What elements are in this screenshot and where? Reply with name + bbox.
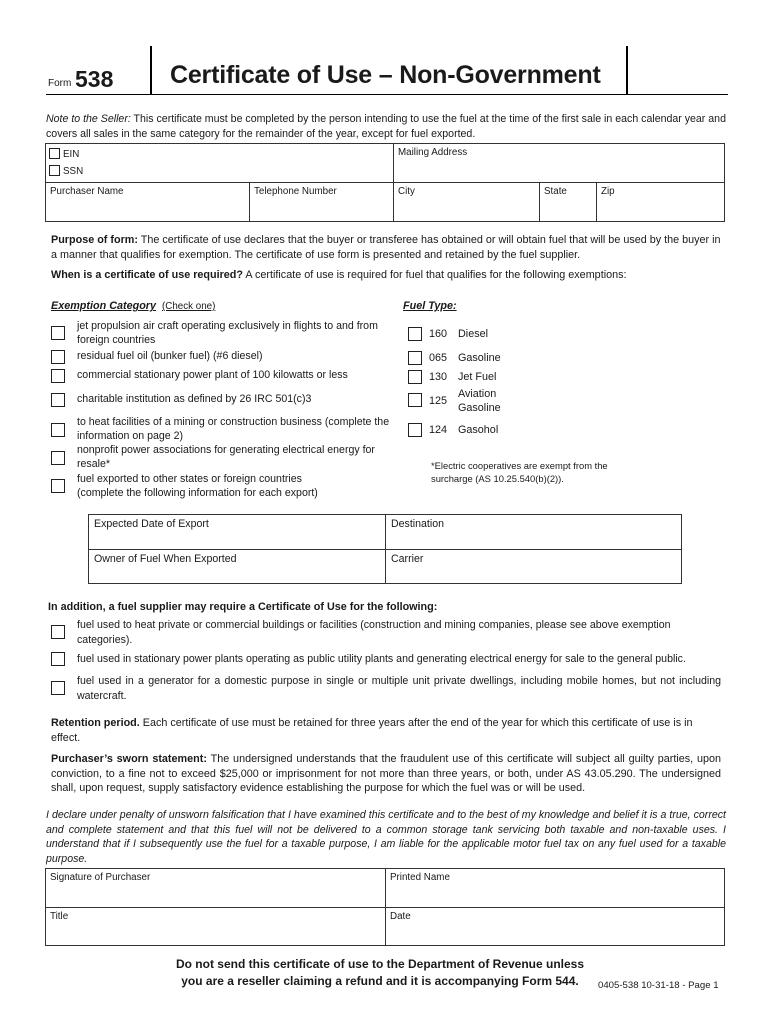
fuel-name-gasohol: Gasohol <box>458 424 499 436</box>
when-paragraph <box>51 268 721 283</box>
title-label: Title <box>50 911 69 922</box>
fuel-checkbox-gasoline[interactable] <box>408 351 422 365</box>
form-number: 538 <box>75 66 114 92</box>
exemption-item-jet: jet propulsion air craft operating exclusively in flights to and from foreign countries <box>77 320 378 346</box>
telephone-label: Telephone Number <box>254 186 337 197</box>
printed-name-field[interactable] <box>386 869 724 908</box>
fuel-checkbox-jet[interactable] <box>408 370 422 384</box>
fuel-code-gasoline: 065 <box>429 352 448 364</box>
footer-notice-line2: you are a reseller claiming a refund and it is accompanying Form 544. <box>181 974 579 988</box>
signature-field[interactable] <box>46 869 386 908</box>
date-label: Date <box>390 911 411 922</box>
fuel-checkbox-diesel[interactable] <box>408 327 422 341</box>
title-field[interactable] <box>46 908 386 945</box>
exemption-checkbox-mining[interactable] <box>51 423 65 437</box>
destination-label: Destination <box>391 518 444 530</box>
exemption-item-power-plant: commercial stationary power plant of 100 kilowatts or less <box>77 369 348 381</box>
purpose-text: The certificate of use declares that the buyer or transferee has obtained or will obtain fuel that will be used by the buyer in a manner that qualifies for exemption. The certificate of use form is presented and retained by the fuel supplier. <box>51 234 721 261</box>
header-divider-left <box>150 46 152 94</box>
destination-field[interactable] <box>386 515 681 550</box>
exemption-heading: Exemption Category (Check one) <box>51 300 216 312</box>
seller-note <box>46 112 726 141</box>
signature-label: Signature of Purchaser <box>50 872 151 883</box>
exemption-checkbox-exported[interactable] <box>51 479 65 493</box>
addition-heading: In addition, a fuel supplier may require a Certificate of Use for the following: <box>48 601 438 613</box>
zip-field[interactable] <box>597 183 724 221</box>
footer-notice-line1: Do not send this certificate of use to the Department of Revenue unless <box>175 957 585 971</box>
seller-note-text: This certificate must be completed by the person intending to use the fuel at the time of the first sale in each calendar year and covers all sales in the same category for the remainder of the year, except for fuel exported. <box>46 113 726 140</box>
fuel-name-aviation: Aviation Gasoline <box>458 388 501 414</box>
sworn-paragraph <box>51 752 721 796</box>
ssn-checkbox[interactable] <box>49 165 60 176</box>
owner-label: Owner of Fuel When Exported <box>94 553 237 565</box>
fuel-type-heading: Fuel Type: <box>403 300 457 312</box>
purchaser-name-label: Purchaser Name <box>50 186 124 197</box>
addition-checkbox-generator[interactable] <box>51 681 65 695</box>
exemption-checkbox-power-plant[interactable] <box>51 369 65 383</box>
when-lead: When is a certificate of use required? <box>51 269 243 281</box>
purchaser-name-field[interactable] <box>46 183 250 221</box>
city-label: City <box>398 186 415 197</box>
seller-note-lead: Note to the Seller: <box>46 113 131 125</box>
export-info-box <box>88 514 682 584</box>
city-field[interactable] <box>394 183 540 221</box>
exemption-checkbox-jet[interactable] <box>51 326 65 340</box>
printed-name-label: Printed Name <box>390 872 450 883</box>
header-divider-right <box>626 46 628 94</box>
exemption-checkbox-nonprofit[interactable] <box>51 451 65 465</box>
page-title: Certificate of Use – Non-Government <box>170 61 601 89</box>
exemption-subheading: (Check one) <box>162 301 216 312</box>
sworn-lead: Purchaser’s sworn statement: <box>51 753 207 765</box>
fuel-code-jet: 130 <box>429 371 448 383</box>
id-type-cell <box>46 144 394 183</box>
declaration-text: I declare under penalty of unsworn falsification that I have examined this certificate and to the best of my knowledge and belief it is a true, correct and complete statement and that this fuel will not be delivered to a common storage tank servicing both taxable and non-taxable uses. I understand that if I subsequently use the fuel for a taxable purpose, I am liable for the applicable motor fuel tax on any fuel used for a taxable purpose. <box>46 809 726 865</box>
when-text: A certificate of use is required for fuel that qualifies for the following exemptions: <box>243 269 627 281</box>
exemption-item-residual: residual fuel oil (bunker fuel) (#6 diesel) <box>77 350 263 362</box>
owner-field[interactable] <box>89 550 386 583</box>
state-field[interactable] <box>540 183 597 221</box>
fuel-code-aviation: 125 <box>429 395 448 407</box>
footer-notice <box>150 956 610 990</box>
mailing-address-label: Mailing Address <box>398 147 468 158</box>
addition-checkbox-heat[interactable] <box>51 625 65 639</box>
signature-box <box>45 868 725 946</box>
addition-item-generator: fuel used in a generator for a domestic purpose in single or multiple unit private dwellings, including mobile homes, but not including watercraft. <box>77 675 721 702</box>
exemption-checkbox-charitable[interactable] <box>51 393 65 407</box>
ssn-label: SSN <box>63 166 84 177</box>
form-label: Form <box>48 78 72 89</box>
carrier-label: Carrier <box>391 553 424 565</box>
exemption-item-mining: to heat facilities of a mining or construction business (complete the information on page 2) <box>77 416 390 442</box>
retention-paragraph <box>51 716 721 745</box>
exemption-item-exported: fuel exported to other states or foreign countries (complete the following information for each export) <box>77 473 318 499</box>
mailing-address-field[interactable] <box>394 144 724 183</box>
telephone-field[interactable] <box>250 183 394 221</box>
expected-date-field[interactable] <box>89 515 386 550</box>
retention-lead: Retention period. <box>51 717 140 729</box>
fuel-checkbox-gasohol[interactable] <box>408 423 422 437</box>
carrier-field[interactable] <box>386 550 681 583</box>
state-label: State <box>544 186 567 197</box>
electric-coop-footnote: *Electric cooperatives are exempt from the surcharge (AS 10.25.540(b)(2)). <box>431 460 608 484</box>
addition-item-heat: fuel used to heat private or commercial buildings or facilities (construction and mining companies, please see above exemption categories). <box>77 619 671 646</box>
exemption-checkbox-residual[interactable] <box>51 350 65 364</box>
ein-label: EIN <box>63 149 80 160</box>
ein-checkbox[interactable] <box>49 148 60 159</box>
addition-item-stationary: fuel used in stationary power plants operating as public utility plants and generating electrical energy for sale to the general public. <box>77 653 686 665</box>
fuel-name-gasoline: Gasoline <box>458 352 501 364</box>
expected-date-label: Expected Date of Export <box>94 518 209 530</box>
purchaser-info-box <box>45 143 725 222</box>
fuel-checkbox-aviation[interactable] <box>408 393 422 407</box>
fuel-code-diesel: 160 <box>429 328 448 340</box>
fuel-name-diesel: Diesel <box>458 328 489 340</box>
addition-checkbox-stationary[interactable] <box>51 652 65 666</box>
fuel-code-gasohol: 124 <box>429 424 448 436</box>
zip-label: Zip <box>601 186 615 197</box>
purpose-paragraph <box>51 233 721 262</box>
purpose-lead: Purpose of form: <box>51 234 138 246</box>
header-rule <box>46 94 728 95</box>
retention-text: Each certificate of use must be retained for three years after the end of the year for which this certificate of use is in effect. <box>51 717 693 744</box>
exemption-item-nonprofit: nonprofit power associations for generating electrical energy for resale* <box>77 444 375 470</box>
page-identifier: 0405-538 10-31-18 - Page 1 <box>598 980 719 991</box>
fuel-name-jet: Jet Fuel <box>458 371 497 383</box>
date-field[interactable] <box>386 908 724 945</box>
exemption-item-charitable: charitable institution as defined by 26 IRC 501(c)3 <box>77 393 312 405</box>
sworn-text: The undersigned understands that the fraudulent use of this certificate will subject all guilty parties, upon conviction, to a fine not to exceed $25,000 or imprisonment for not more than three years, or both, under AS 43.05.290. The undersigned shall, upon request, supply satisfactory evidence establishing the purpose for which the fuel was or will be used. <box>51 753 721 794</box>
